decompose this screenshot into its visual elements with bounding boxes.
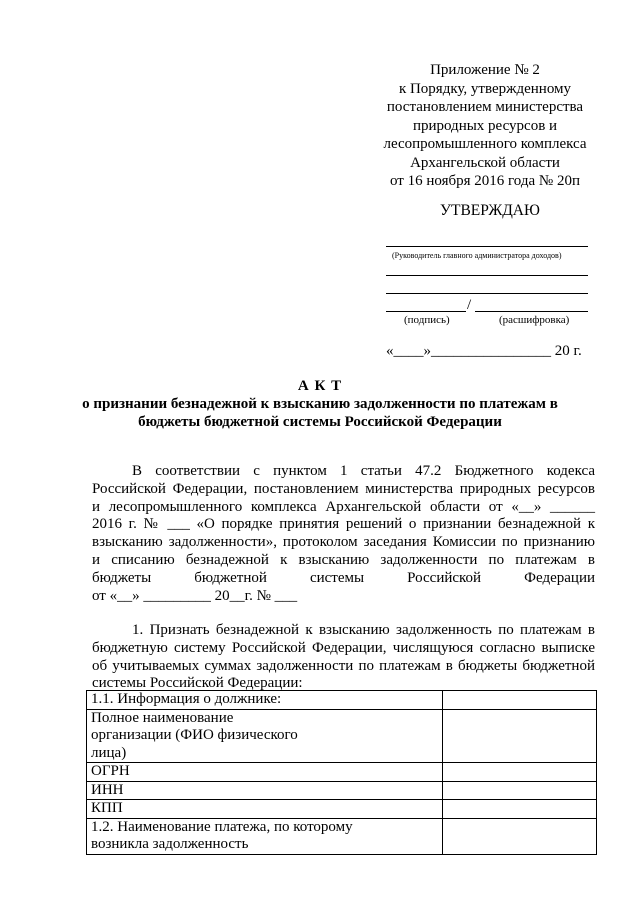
table-row [87, 691, 597, 710]
table-row [87, 709, 597, 763]
act-subtitle: бюджеты бюджетной системы Российской Федерации [138, 414, 502, 430]
text-line: 1. Признать безнадежной к взысканию задолженность по платежам в [132, 622, 595, 638]
appendix-line: к Порядку, утвержденному [398, 80, 572, 97]
approval-date-line: «____»________________ 20 г. [386, 343, 582, 359]
text-line: и списанию безнадежной к взысканию задолженности по платежам в [92, 551, 595, 568]
table-cell-label: ИНН [87, 781, 443, 800]
text-line: взысканию задолженности», протоколом заседания Комиссии по признанию [92, 534, 595, 551]
slash-separator: / [467, 297, 472, 313]
appendix-line: постановлением министерства [386, 99, 584, 115]
decoding-caption: (расшифровка) [499, 314, 570, 326]
act-subtitle: о признании безнадежной к взысканию задолженности по платежам в [82, 396, 558, 412]
text-line: системы Российской Федерации: [92, 675, 303, 692]
table-cell-label: 1.2. Наименование платежа, по которому возникла задолженность [87, 818, 443, 854]
head-signature-line [386, 246, 588, 247]
appendix-line: лесопромышленного комплекса [383, 136, 587, 152]
text-line: В соответствии с пунктом 1 статьи 47.2 Бюджетного кодекса [132, 463, 595, 479]
item-1-paragraph [92, 622, 595, 693]
table-cell-value [443, 800, 597, 819]
text-line: от «__» _________ 20__г. № ___ [92, 587, 298, 604]
table-cell-label: Полное наименование организации (ФИО физического лица) [87, 709, 443, 763]
text-line: Российской Федерации, постановлением министерства природных ресурсов [92, 480, 595, 497]
table-row [87, 818, 597, 854]
table-row [87, 781, 597, 800]
text-line: бюджеты бюджетной системы Российской Федерации [92, 569, 595, 586]
table-row [87, 800, 597, 819]
table-cell-label: 1.1. Информация о должнике: [87, 691, 443, 710]
table-cell-value [443, 818, 597, 854]
blank-line [386, 293, 588, 294]
intro-paragraph [92, 463, 595, 605]
signature-caption: (подпись) [404, 314, 450, 326]
decoding-line [475, 311, 588, 312]
blank-line [386, 275, 588, 276]
appendix-line: природных ресурсов и [412, 117, 558, 134]
table-cell-value [443, 763, 597, 782]
appendix-block [330, 61, 640, 191]
approval-heading: УТВЕРЖДАЮ [440, 202, 540, 219]
text-line: бюджетную систему Российской Федерации, числящуюся согласно выписке [92, 639, 595, 656]
table-cell-value [443, 781, 597, 800]
table-cell-label: КПП [87, 800, 443, 819]
signature-line [386, 311, 466, 312]
text-line: и лесопромышленного комплекса Архангельской области от «__» ______ [92, 498, 595, 515]
table-row [87, 763, 597, 782]
appendix-line: от 16 ноября 2016 года № 20п [389, 173, 580, 189]
appendix-line: Приложение № 2 [430, 62, 540, 78]
table-cell-value [443, 691, 597, 710]
debtor-info-table [86, 690, 597, 855]
head-caption: (Руководитель главного администратора доходов) [392, 251, 562, 260]
text-line: об учитываемых суммах задолженности по платежам в бюджеты бюджетной [92, 657, 595, 674]
table-cell-value [443, 709, 597, 763]
appendix-line: Архангельской области [410, 154, 560, 171]
text-line: 2016 г. № ___ «О порядке принятия решений о признании безнадежной к [92, 516, 595, 533]
table-cell-label: ОГРН [87, 763, 443, 782]
act-title: А К Т [297, 378, 343, 394]
